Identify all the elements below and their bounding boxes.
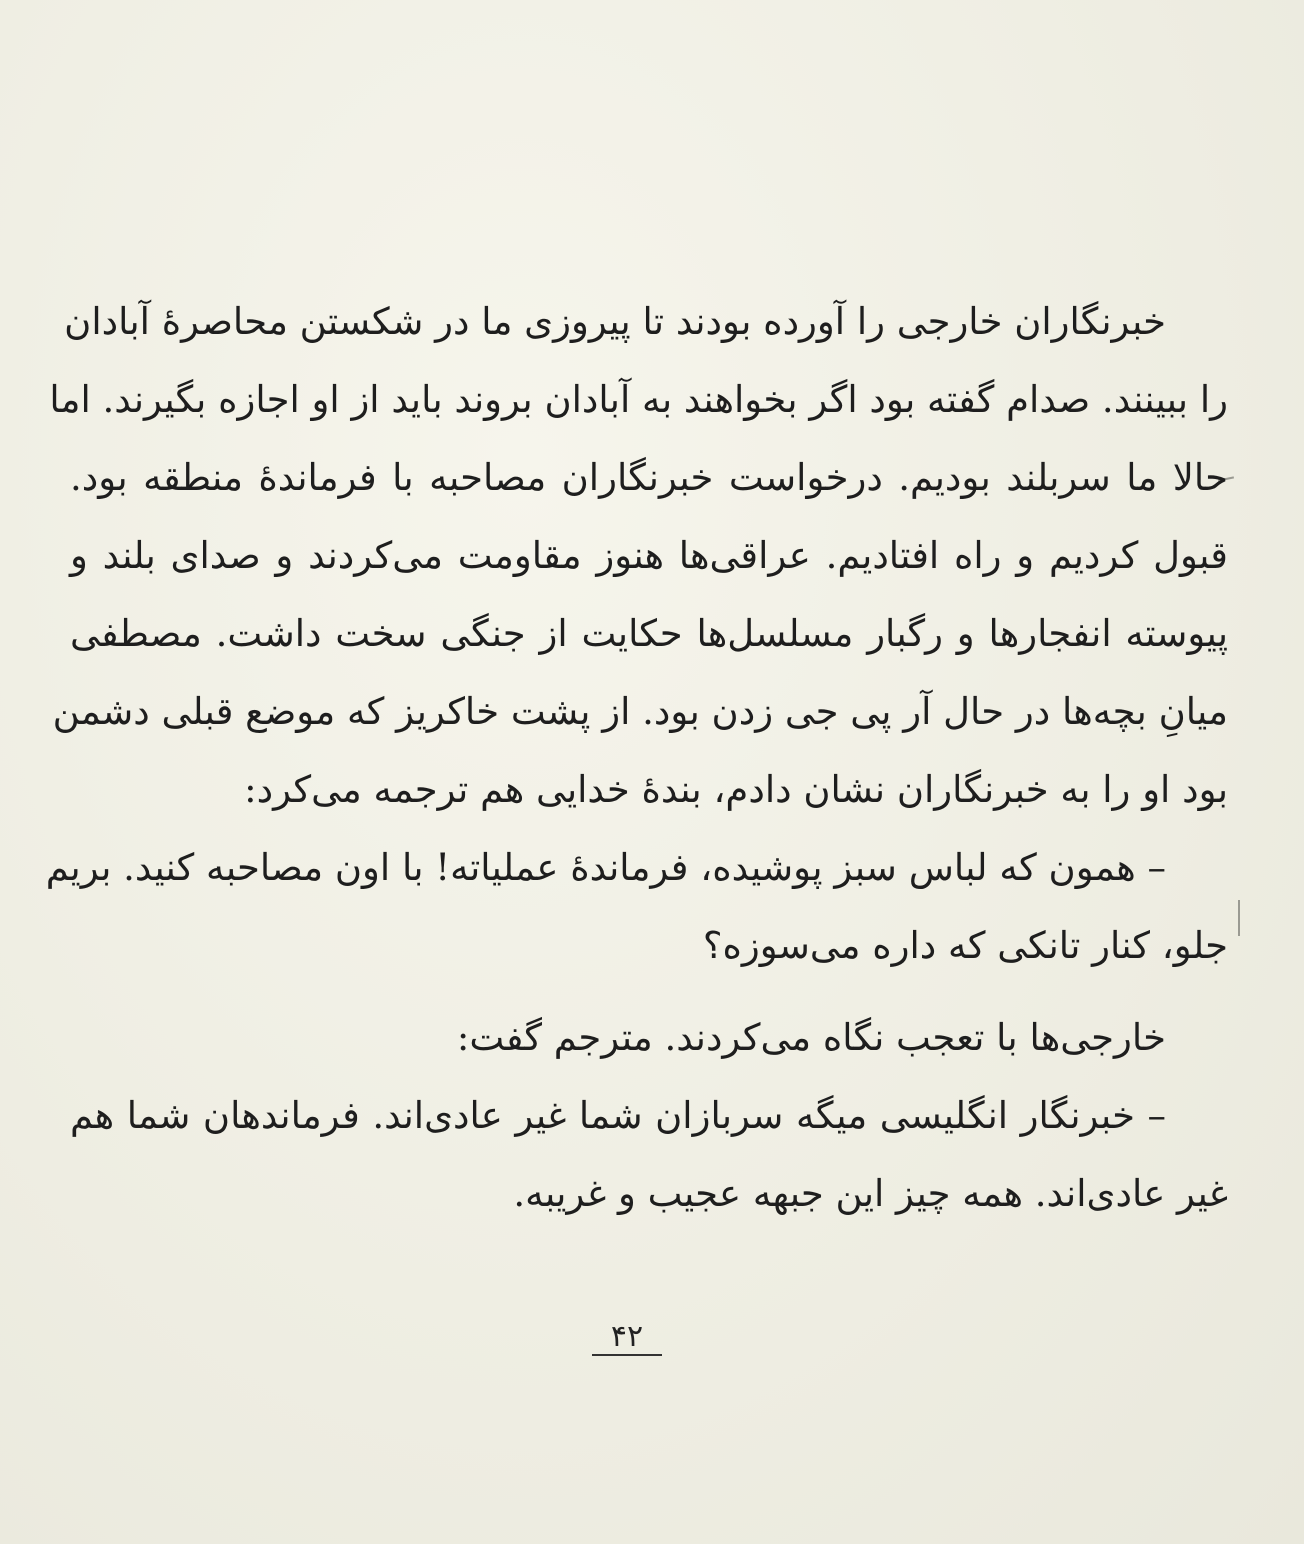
text-line: خبرنگاران خارجی را آورده بودند تا پیروزی ما در شکستن محاصرهٔ آبادان bbox=[64, 300, 1166, 343]
page-number: ۴۲ bbox=[592, 1320, 662, 1356]
text-line: خارجی‌ها با تعجب نگاه می‌کردند. مترجم گفت: bbox=[456, 1016, 1166, 1059]
text-line: قبول کردیم و راه افتادیم. عراقی‌ها هنوز مقاومت می‌کردند و صدای بلند و bbox=[70, 534, 1228, 577]
scan-mark-right bbox=[1238, 900, 1240, 936]
text-line: میانِ بچه‌ها در حال آر پی جی زدن بود. از پشت خاکریز که موضع قبلی دشمن bbox=[52, 690, 1228, 733]
text-line: پیوسته انفجارها و رگبار مسلسل‌ها حکایت از جنگی سخت داشت. مصطفی bbox=[70, 612, 1228, 655]
dialogue-line: جلو، کنار تانکی که داره می‌سوزه؟ bbox=[702, 924, 1228, 967]
dialogue-line: – خبرنگار انگلیسی میگه سربازان شما غیر عادی‌اند. فرماندهان شما هم bbox=[70, 1094, 1166, 1137]
body-text bbox=[45, 283, 1228, 1233]
dialogue-line: غیر عادی‌اند. همه چیز این جبهه عجیب و غریبه. bbox=[513, 1172, 1228, 1215]
text-line: را ببینند. صدام گفته بود اگر بخواهند به آبادان بروند باید از او اجازه بگیرند. اما bbox=[49, 378, 1228, 421]
text-line: حالا ما سربلند بودیم. درخواست خبرنگاران مصاحبه با فرماندهٔ منطقه بود. bbox=[70, 456, 1228, 499]
dialogue-line: – همون که لباس سبز پوشیده، فرماندهٔ عملیاته! با اون مصاحبه کنید. بریم bbox=[45, 846, 1166, 889]
text-line: بود او را به خبرنگاران نشان دادم، بندهٔ خدایی هم ترجمه می‌کرد: bbox=[244, 768, 1228, 811]
